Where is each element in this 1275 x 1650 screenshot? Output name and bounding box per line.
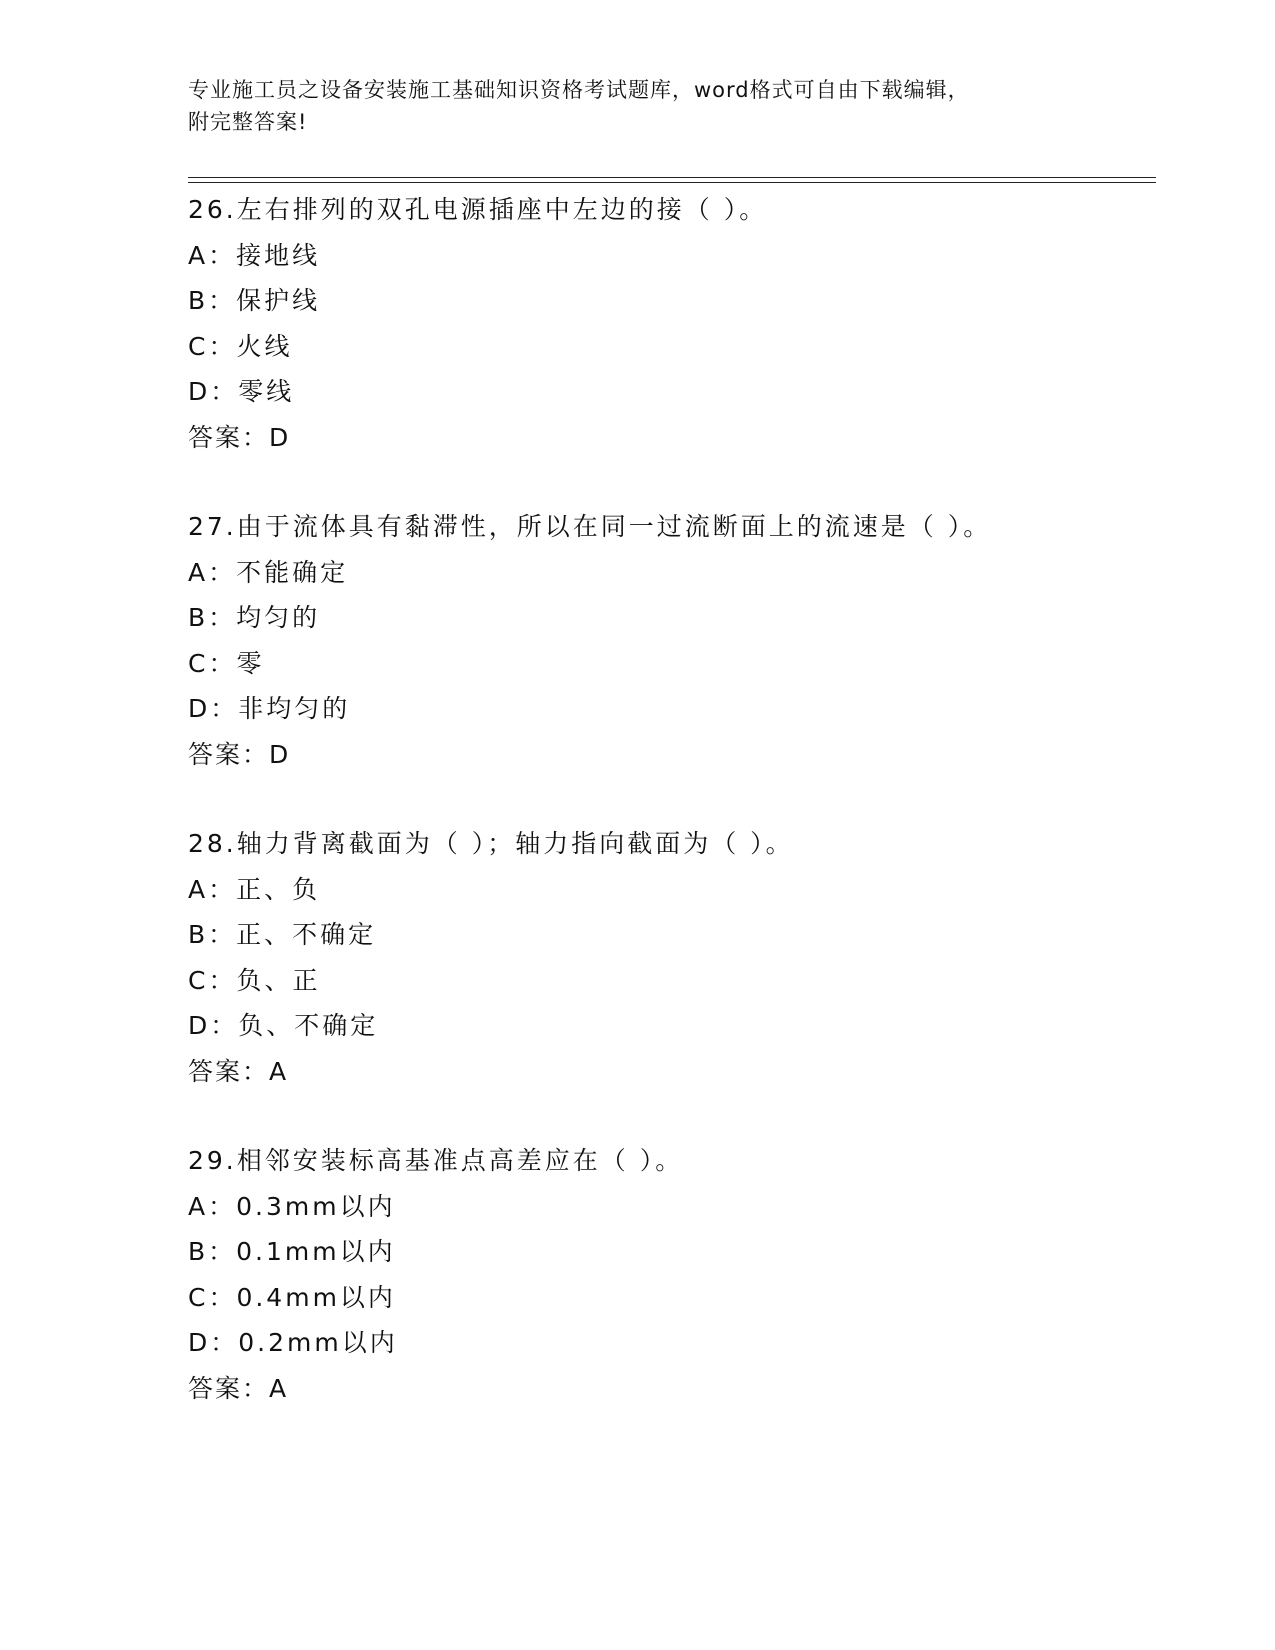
question-stem: 28.轴力背离截面为（ ）；轴力指向截面为（ ）。 xyxy=(188,829,794,858)
question-block-26 xyxy=(188,187,1148,461)
option-d: D：非均匀的 xyxy=(188,694,351,724)
option-d: D：0.2mm以内 xyxy=(188,1328,398,1358)
header-divider-top xyxy=(188,177,1156,178)
answer: 答案：A xyxy=(188,1056,289,1086)
option-b: B：均匀的 xyxy=(188,603,321,633)
question-block-28 xyxy=(188,821,1148,1095)
header-divider-bottom xyxy=(188,182,1156,183)
option-c: C：负、正 xyxy=(188,965,321,995)
option-a: A：接地线 xyxy=(188,240,321,270)
option-b: B：0.1mm以内 xyxy=(188,1237,396,1267)
answer: 答案：D xyxy=(188,422,291,452)
document-header xyxy=(188,74,1088,138)
option-c: C：零 xyxy=(188,648,265,678)
option-a: A：正、负 xyxy=(188,874,321,904)
option-c: C：0.4mm以内 xyxy=(188,1282,396,1312)
answer: 答案：A xyxy=(188,1373,289,1403)
option-a: A：0.3mm以内 xyxy=(188,1191,396,1221)
option-b: B：保护线 xyxy=(188,286,321,316)
option-c: C：火线 xyxy=(188,331,293,361)
option-d: D：负、不确定 xyxy=(188,1011,379,1041)
header-line-1: 专业施工员之设备安装施工基础知识资格考试题库，word格式可自由下载编辑， xyxy=(188,78,970,102)
question-stem: 26.左右排列的双孔电源插座中左边的接（ ）。 xyxy=(188,195,768,224)
question-stem: 29.相邻安装标高基准点高差应在（ ）。 xyxy=(188,1146,684,1175)
header-line-2: 附完整答案! xyxy=(188,110,308,134)
answer: 答案：D xyxy=(188,739,291,769)
question-block-27 xyxy=(188,504,1148,778)
option-b: B：正、不确定 xyxy=(188,920,377,950)
option-a: A：不能确定 xyxy=(188,557,349,587)
question-stem: 27.由于流体具有黏滞性，所以在同一过流断面上的流速是（ ）。 xyxy=(188,512,992,541)
option-d: D：零线 xyxy=(188,377,295,407)
question-block-29 xyxy=(188,1138,1148,1412)
